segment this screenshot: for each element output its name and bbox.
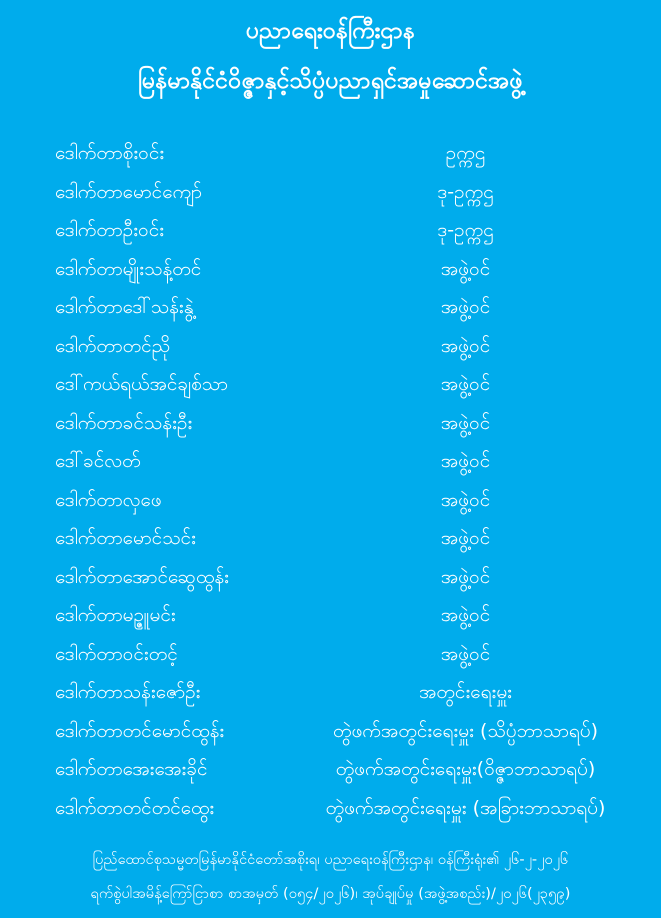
member-row	[0, 213, 661, 252]
member-name: ဒေါက်တာမျိုးသန့်တင်	[55, 257, 202, 280]
member-role: အဖွဲ့ဝင်	[440, 642, 491, 665]
committee-member-list	[0, 136, 661, 829]
member-role: အဖွဲ့ဝင်	[440, 488, 491, 511]
footer-citation-line1: ပြည်ထောင်စုသမ္မတမြန်မာနိုင်ငံတော်အစိုးရ၊ ပညာရေးဝန်ကြီးဌာန၊ ဝန်ကြီးရုံး၏ ၂၆-၂-၂၀၂၆	[92, 852, 569, 868]
member-name: ဒေါက်တာစိုးဝင်း	[55, 142, 165, 165]
member-role: အဖွဲ့ဝင်	[440, 450, 491, 473]
doc-footer	[0, 843, 661, 911]
member-name: ဒေါက်တာလှဖေ	[55, 488, 162, 511]
footer-citation-line2: ရက်စွဲပါအမိန့်ကြော်ငြာစာ စာအမှတ် (၀၅၄/၂၀၂၆)၊ အုပ်ချုပ်မှု (အဖွဲ့အစည်း)/၂၀၂၆(၂၃၅၉)	[90, 886, 571, 902]
member-row	[0, 791, 661, 830]
member-role: တွဲဖက်အတွင်းရေးမှူး (အခြားဘာသာရပ်)	[325, 796, 606, 819]
member-row	[0, 175, 661, 214]
member-role: အဖွဲ့ဝင်	[440, 257, 491, 280]
member-name: ဒေါက်တာဦးဝင်း	[55, 219, 165, 242]
member-role: ဥက္ကဌ	[445, 142, 486, 165]
page-title-ministry: ပညာရေးဝန်ကြီးဌာန	[245, 18, 416, 44]
member-role: အဖွဲ့ဝင်	[440, 334, 491, 357]
member-row	[0, 444, 661, 483]
member-name: ဒေါက်တာတင်ညို	[55, 334, 171, 357]
member-row	[0, 406, 661, 445]
member-row	[0, 560, 661, 599]
member-role: အဖွဲ့ဝင်	[440, 604, 491, 627]
member-name: ဒေါက်တာမောင်သင်း	[55, 527, 196, 550]
doc-header	[0, 0, 661, 106]
member-name: ဒေါက်တာဝင်းတင့်	[55, 642, 178, 665]
member-name: ဒေါက်တာအောင်ဆွေထွန်း	[55, 565, 230, 588]
member-row	[0, 521, 661, 560]
member-role: အဖွဲ့ဝင်	[440, 527, 491, 550]
member-role: ဒု-ဥက္ကဌ	[437, 180, 494, 203]
member-name: ဒေါက်တာတင်တင်ထွေး	[55, 796, 215, 819]
member-role: ဒု-ဥက္ကဌ	[437, 219, 494, 242]
member-role: အဖွဲ့ဝင်	[440, 565, 491, 588]
member-row	[0, 752, 661, 791]
member-name: ဒေါက်တာတင်မောင်ထွန်း	[55, 719, 225, 742]
member-name: ဒေါက်တာမောင်ကျော်	[55, 180, 202, 203]
member-row	[0, 329, 661, 368]
member-role: အဖွဲ့ဝင်	[440, 411, 491, 434]
member-role: အဖွဲ့ဝင်	[440, 373, 491, 396]
member-role: တွဲဖက်အတွင်းရေးမှူး(ဝိဇ္ဇာဘာသာရပ်)	[335, 758, 596, 781]
member-name: ဒေါက်တာခင်သန်းဦး	[55, 411, 193, 434]
member-row	[0, 367, 661, 406]
page-title-committee: မြန်မာနိုင်ငံဝိဇ္ဇာနှင့်သိပ္ပံပညာရှင်အမှုဆောင်အဖွဲ့	[138, 68, 523, 94]
member-role: အတွင်းရေးမှူး	[418, 681, 513, 704]
member-row	[0, 252, 661, 291]
member-row	[0, 714, 661, 753]
member-row	[0, 637, 661, 676]
member-row	[0, 136, 661, 175]
member-name: ဒေါက်တာအေးအေးခိုင်	[55, 758, 208, 781]
member-name: ဒေါ်ခင်လတ်	[55, 450, 141, 473]
member-name: ဒေါက်တာသန်းဇော်ဦး	[55, 681, 201, 704]
member-name: ဒေါက်တာမဉ္ဇူမင်း	[55, 604, 176, 627]
member-role: တွဲဖက်အတွင်းရေးမှူး (သိပ္ပံဘာသာရပ်)	[332, 719, 599, 742]
member-row	[0, 483, 661, 522]
member-name: ဒေါက်တာဒေါ်သန်းနွဲ့	[55, 296, 194, 319]
member-name: ဒေါ်ကယ်ရယ်အင်ချစ်သာ	[55, 373, 228, 396]
member-row	[0, 598, 661, 637]
member-row	[0, 290, 661, 329]
member-role: အဖွဲ့ဝင်	[440, 296, 491, 319]
member-row	[0, 675, 661, 714]
